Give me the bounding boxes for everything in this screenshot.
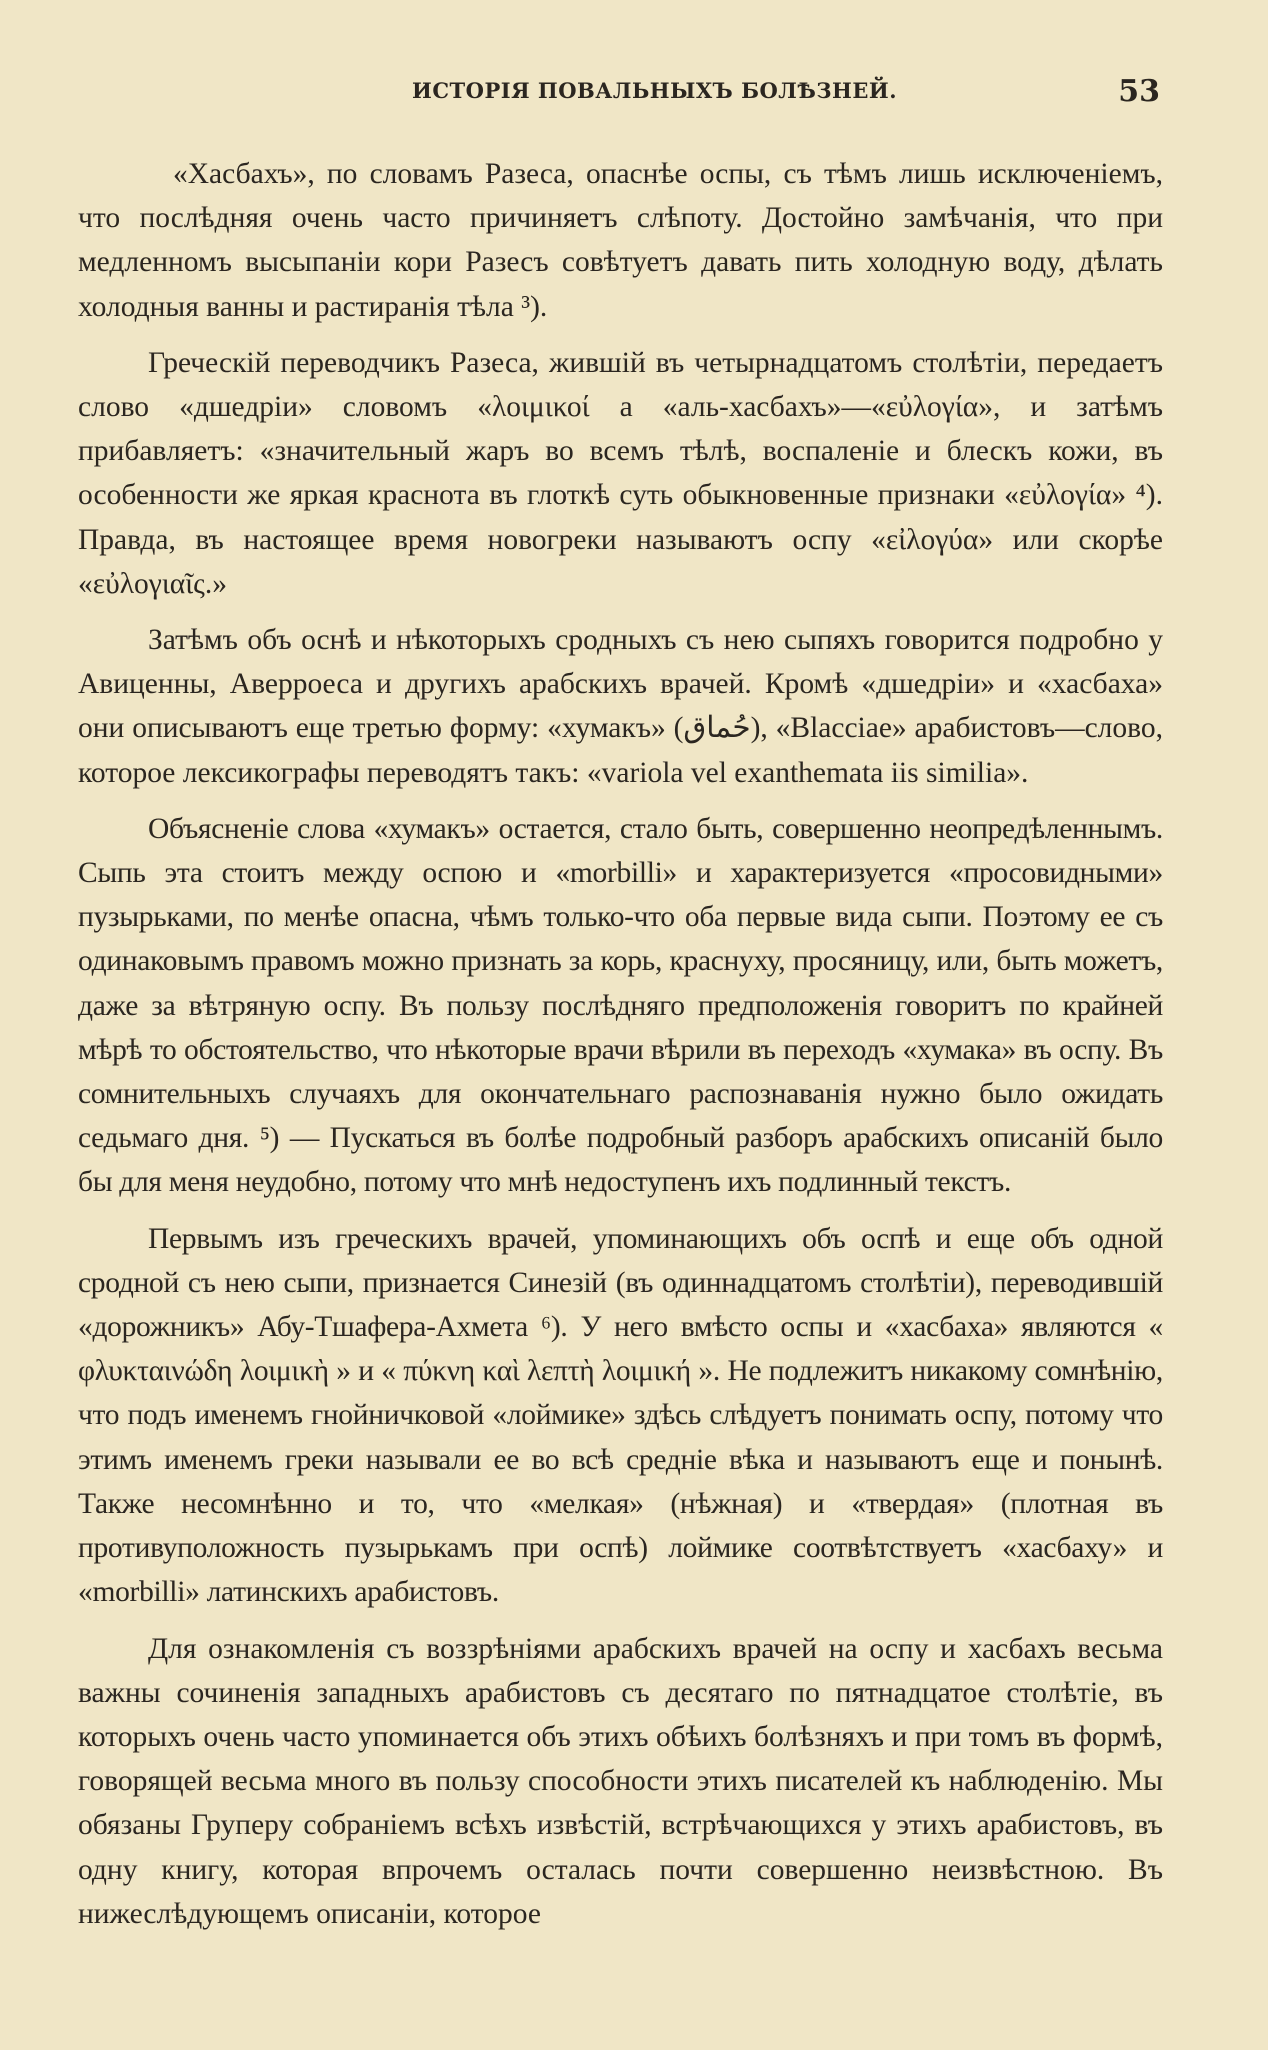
running-head: ИСТОРІЯ ПОВАЛЬНЫХЪ БОЛѢЗНЕЙ. bbox=[412, 78, 898, 103]
body-text bbox=[78, 152, 1163, 1936]
paragraph: Затѣмъ объ оснѣ и нѣкоторыхъ сродныхъ съ нею сыпяхъ говорится подробно у Авиценны, Аверроеса и другихъ арабскихъ врачей. Кромѣ «дшедріи» и «хасбаха» они описываютъ еще третью форму: «хумакъ» (حُماق), «Blacciae» арабистовъ—слово, которое лексикографы переводятъ такъ: «variola vel exanthemata iis similia». bbox=[78, 624, 1163, 789]
page-number: 53 bbox=[1118, 74, 1160, 109]
paragraph: Для ознакомленія съ воззрѣніями арабскихъ врачей на оспу и хасбахъ весьма важны сочиненія западныхъ арабистовъ съ десятаго по пятнадцатое столѣтіе, въ которыхъ очень часто упоминается объ этихъ обѣихъ болѣзняхъ и при томъ въ формѣ, говорящей весьма много въ пользу способности этихъ писателей къ наблюденію. Мы обязаны Груперу собраніемъ всѣхъ извѣстій, встрѣчающихся у этихъ арабистовъ, въ одну книгу, которая впрочемъ осталась почти совершенно неизвѣстною. Въ нижеслѣдующемъ описаніи, которое bbox=[78, 1632, 1163, 1930]
paragraph: Объясненіе слова «хумакъ» остается, стало быть, совершенно неопредѣленнымъ. Сыпь эта стоитъ между оспою и «morbilli» и характеризуется «просовидными» пузырьками, по менѣе опасна, чѣмъ только-что оба первые вида сыпи. Поэтому ее съ одинаковымъ правомъ можно признать за корь, краснуху, просяницу, или, быть можетъ, даже за вѣтряную оспу. Въ пользу послѣдняго предположенія говоритъ по крайней мѣрѣ то обстоятельство, что нѣкоторые врачи вѣрили въ переходъ «хумака» въ оспу. Въ сомнительныхъ случаяхъ для окончательнаго распознаванія нужно было ожидать седьмаго дня. ⁵) — Пускаться въ болѣе подробный разборъ арабскихъ описаній было бы для меня неудобно, потому что мнѣ недоступенъ ихъ подлинный текстъ. bbox=[78, 812, 1163, 1199]
paragraph: Греческій переводчикъ Разеса, жившій въ четырнадцатомъ столѣтіи, передаетъ слово «дшедріи» словомъ «λοιμικοί а «аль-хасбахъ»—«εὐλογία», и затѣмъ прибавляетъ: «значительный жаръ во всемъ тѣлѣ, воспаленіе и блескъ кожи, въ особенности же яркая краснота въ глоткѣ суть обыкновенные признаки «εὐλογία» ⁴). Правда, въ настоящее время новогреки называютъ оспу «εἰλογύα» или скорѣе «εὐλογιαῖς.» bbox=[78, 346, 1163, 600]
paragraph bbox=[78, 152, 1163, 329]
page-header bbox=[160, 74, 1160, 118]
paragraph: Первымъ изъ греческихъ врачей, упоминающихъ объ оспѣ и еще объ одной сродной съ нею сыпи, признается Синезій (въ одиннадцатомъ столѣтіи), переводившій «дорожникъ» Абу-Тшафера-Ахмета ⁶). У него вмѣсто оспы и «хасбаха» являются « φλυκταινώδη λοιμικὴ » и « πύκνη καὶ λεπτὴ λοιμική ». Не подлежитъ никакому сомнѣнію, что подъ именемъ гнойничковой «лоймике» здѣсь слѣдуетъ понимать оспу, потому что этимъ именемъ греки называли ее во всѣ средніе вѣка и называютъ еще и понынѣ. Также несомнѣнно и то, что «мелкая» (нѣжная) и «твердая» (плотная въ противуположность пузырькамъ при оспѣ) лоймике соотвѣтствуетъ «хасбаху» и «morbilli» латинскихъ арабистовъ. bbox=[78, 1222, 1163, 1609]
paragraph-text: «Хасбахъ», по словамъ Разеса, опаснѣе оспы, съ тѣмъ лишь исключеніемъ, что послѣдняя очень часто причиняетъ слѣпоту. Достойно замѣчанія, что при медленномъ высыпаніи кори Разесъ совѣтуетъ давать пить холодную воду, дѣлать холодныя ванны и растиранія тѣла ³). bbox=[78, 158, 1163, 323]
